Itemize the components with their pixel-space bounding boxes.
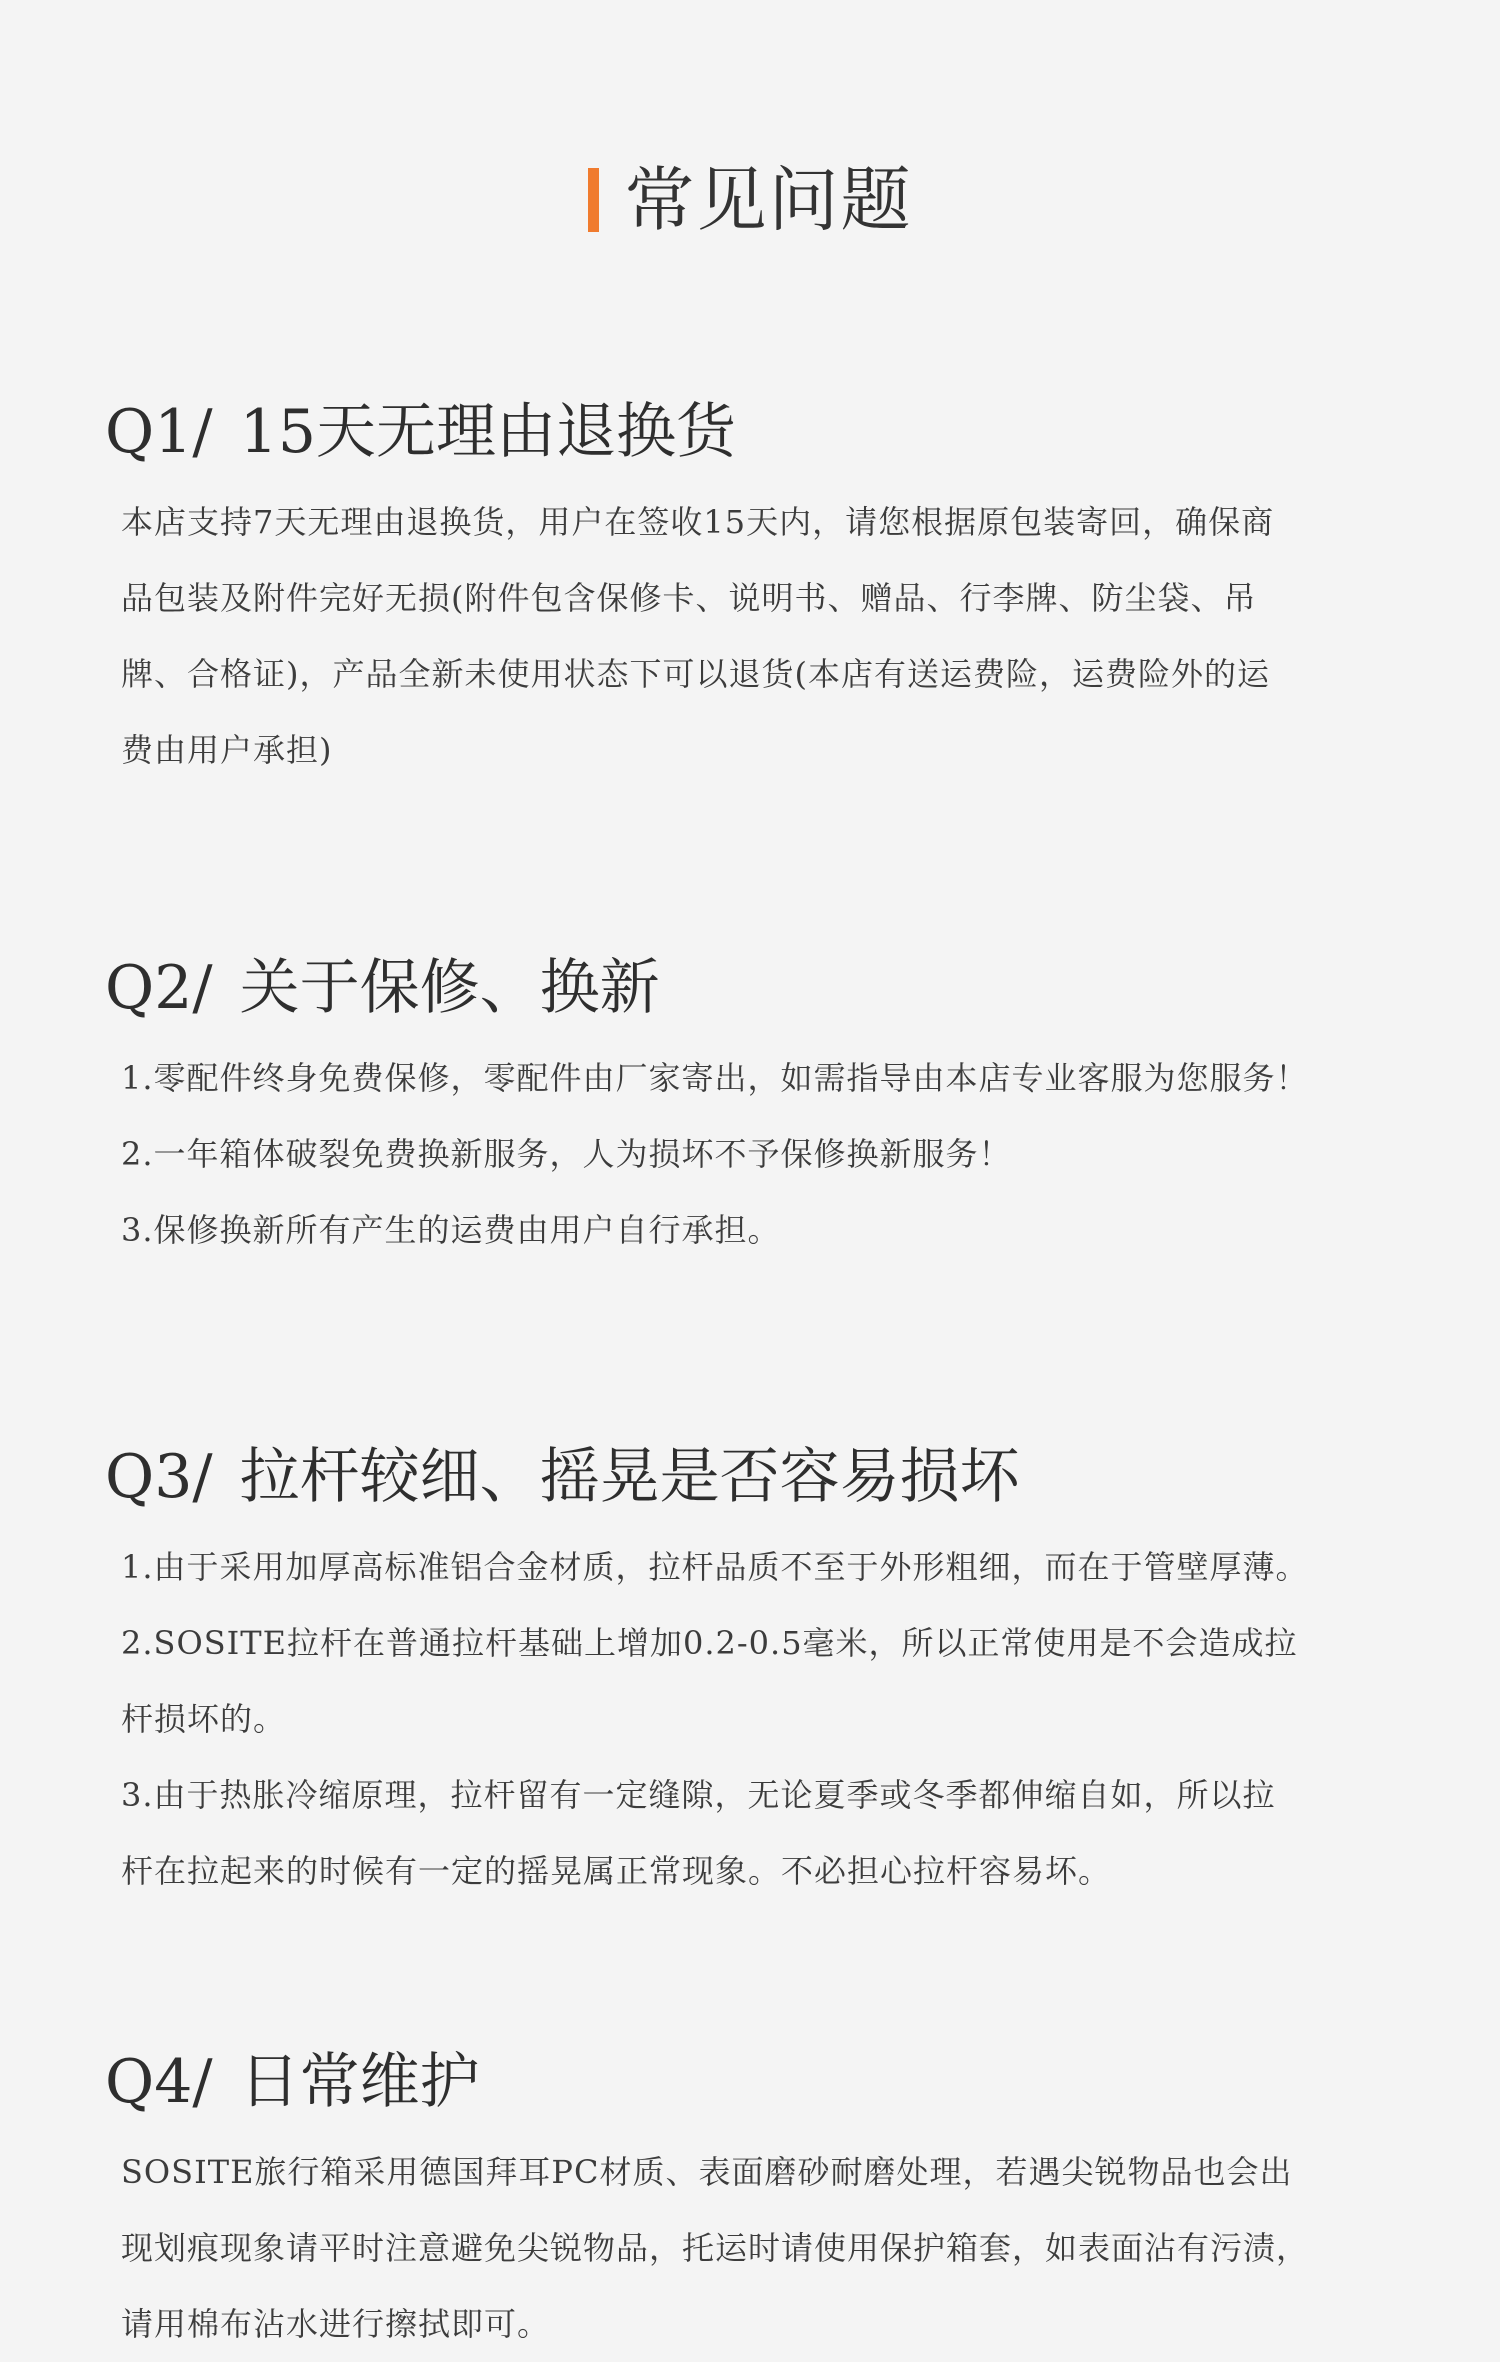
faq-section-q3 bbox=[105, 1437, 1405, 1909]
question-text: 拉杆较细、摇晃是否容易损坏 bbox=[239, 1442, 1020, 1512]
answer-line: 请用棉布沾水进行擦拭即可。 bbox=[121, 2305, 551, 2343]
answer-line: 杆在拉起来的时候有一定的摇晃属正常现象。不必担心拉杆容易坏。 bbox=[121, 1852, 1112, 1890]
answer-line: 3.由于热胀冷缩原理，拉杆留有一定缝隙，无论夏季或冬季都伸缩自如，所以拉 bbox=[121, 1776, 1276, 1814]
faq-question-title bbox=[105, 392, 1405, 472]
faq-answer bbox=[121, 2134, 1405, 2362]
page-title: 常见问题 bbox=[624, 159, 913, 241]
question-number: Q1/ bbox=[105, 397, 213, 467]
faq-answer bbox=[121, 484, 1405, 788]
question-text: 15天无理由退换货 bbox=[239, 397, 737, 467]
faq-question-title bbox=[105, 2042, 1405, 2122]
faq-answer bbox=[121, 1529, 1405, 1909]
faq-section-q1 bbox=[105, 392, 1405, 788]
question-text: 日常维护 bbox=[239, 2047, 480, 2117]
answer-line: 1.由于采用加厚高标准铝合金材质，拉杆品质不至于外形粗细，而在于管壁厚薄。 bbox=[121, 1548, 1309, 1586]
faq-section-q4 bbox=[105, 2042, 1405, 2362]
faq-section-q2 bbox=[105, 948, 1405, 1268]
faq-question-title bbox=[105, 1437, 1405, 1517]
answer-line: 品包装及附件完好无损(附件包含保修卡、说明书、赠品、行李牌、防尘袋、吊 bbox=[121, 579, 1257, 617]
heading-accent-bar bbox=[588, 168, 599, 232]
answer-line: 杆损坏的。 bbox=[121, 1700, 287, 1738]
answer-line: 现划痕现象请平时注意避免尖锐物品，托运时请使用保护箱套，如表面沾有污渍， bbox=[121, 2229, 1310, 2267]
answer-line: 2.一年箱体破裂免费换新服务，人为损坏不予保修换新服务！ bbox=[121, 1135, 1012, 1173]
answer-line: 本店支持7天无理由退换货，用户在签收15天内，请您根据原包装寄回，确保商 bbox=[121, 503, 1275, 541]
answer-line: 费由用户承担) bbox=[121, 731, 333, 769]
question-number: Q3/ bbox=[105, 1442, 213, 1512]
answer-line: 牌、合格证)，产品全新未使用状态下可以退货(本店有送运费险，运费险外的运 bbox=[121, 655, 1270, 693]
page-heading bbox=[0, 158, 1500, 242]
answer-line: SOSITE旅行箱采用德国拜耳PC材质、表面磨砂耐磨处理，若遇尖锐物品也会出 bbox=[121, 2153, 1293, 2191]
answer-line: 2.SOSITE拉杆在普通拉杆基础上增加0.2-0.5毫米，所以正常使用是不会造成拉 bbox=[121, 1624, 1298, 1662]
answer-line: 1.零配件终身免费保修，零配件由厂家寄出，如需指导由本店专业客服为您服务！ bbox=[121, 1059, 1309, 1097]
question-number: Q2/ bbox=[105, 953, 213, 1023]
faq-answer bbox=[121, 1040, 1405, 1268]
question-number: Q4/ bbox=[105, 2047, 213, 2117]
question-text: 关于保修、换新 bbox=[239, 953, 660, 1023]
answer-line: 3.保修换新所有产生的运费由用户自行承担。 bbox=[121, 1211, 781, 1249]
faq-question-title bbox=[105, 948, 1405, 1028]
